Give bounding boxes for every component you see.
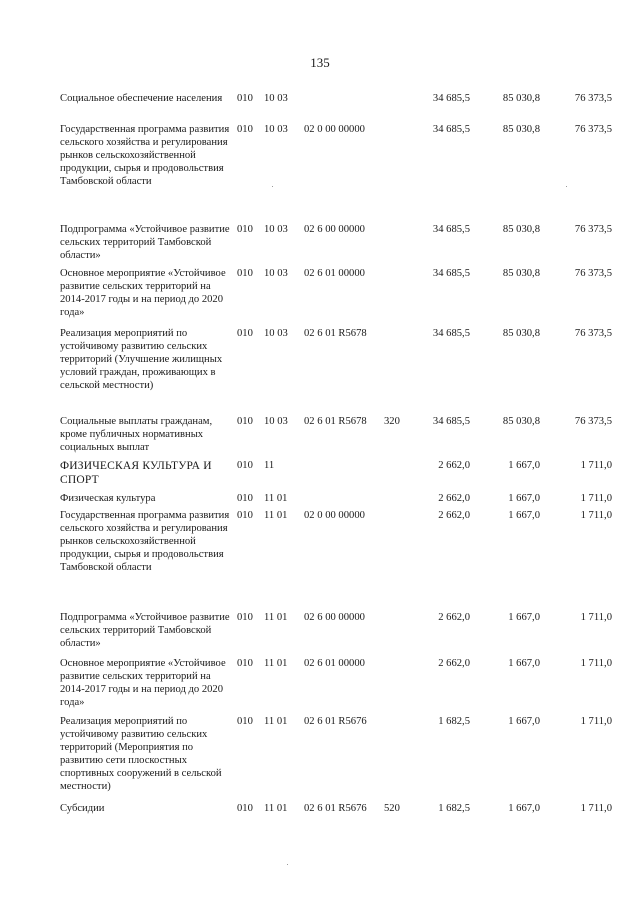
row-amount-1: 34 685,5 bbox=[432, 328, 470, 339]
row-name: Социальные выплаты гражданам, кроме публичных нормативных социальных выплат bbox=[60, 416, 213, 453]
row-amount-3: 76 373,5 bbox=[574, 268, 612, 279]
row-target-code: 02 6 00 00000 bbox=[304, 224, 365, 235]
row-amount-3: 1 711,0 bbox=[580, 460, 612, 471]
row-ved-code: 010 bbox=[237, 93, 253, 104]
row-amount-1: 1 682,5 bbox=[438, 716, 470, 727]
row-amount-2: 1 667,0 bbox=[508, 612, 540, 623]
row-ved-code: 010 bbox=[237, 328, 253, 339]
row-name: Субсидии bbox=[60, 803, 105, 814]
row-name: Государственная программа развития сельского хозяйства и регулирования рынков сельскохозяйственной продукции, сырья и продовольствия Тамбовской области bbox=[60, 510, 230, 573]
row-name: Государственная программа развития сельского хозяйства и регулирования рынков сельскохозяйственной продукции, сырья и продовольствия Тамбовской области bbox=[60, 124, 230, 187]
row-section-code: 11 01 bbox=[264, 658, 288, 669]
row-target-code: 02 0 00 00000 bbox=[304, 510, 365, 521]
row-section-code: 10 03 bbox=[264, 268, 288, 279]
row-amount-2: 1 667,0 bbox=[508, 716, 540, 727]
row-ved-code: 010 bbox=[237, 460, 253, 471]
row-ved-code: 010 bbox=[237, 416, 253, 427]
row-amount-2: 85 030,8 bbox=[502, 124, 540, 135]
row-name: Основное мероприятие «Устойчивое развитие сельских территорий на 2014-2017 годы и на период до 2020 года» bbox=[60, 658, 226, 708]
row-ved-code: 010 bbox=[237, 493, 253, 504]
row-amount-1: 2 662,0 bbox=[438, 612, 470, 623]
row-target-code: 02 0 00 00000 bbox=[304, 124, 365, 135]
row-name: Реализация мероприятий по устойчивому развитию сельских территорий (Мероприятия по развитию сети плоскостных спортивных сооружений в сельской местности) bbox=[60, 716, 222, 792]
row-amount-3: 1 711,0 bbox=[580, 510, 612, 521]
row-expense-type: 320 bbox=[384, 416, 400, 427]
row-amount-1: 2 662,0 bbox=[438, 493, 470, 504]
row-ved-code: 010 bbox=[237, 716, 253, 727]
row-section-code: 11 01 bbox=[264, 612, 288, 623]
row-name: Подпрограмма «Устойчивое развитие сельских территорий Тамбовской области» bbox=[60, 612, 230, 649]
row-amount-1: 2 662,0 bbox=[438, 460, 470, 471]
row-amount-2: 85 030,8 bbox=[502, 93, 540, 104]
row-amount-1: 2 662,0 bbox=[438, 658, 470, 669]
row-ved-code: 010 bbox=[237, 510, 253, 521]
row-target-code: 02 6 00 00000 bbox=[304, 612, 365, 623]
row-amount-2: 1 667,0 bbox=[508, 510, 540, 521]
row-section-code: 11 bbox=[264, 460, 275, 471]
scan-speck bbox=[272, 186, 273, 187]
row-target-code: 02 6 01 R5678 bbox=[304, 416, 367, 427]
row-ved-code: 010 bbox=[237, 658, 253, 669]
page-number: 135 bbox=[310, 55, 330, 70]
row-amount-3: 76 373,5 bbox=[574, 93, 612, 104]
row-amount-2: 1 667,0 bbox=[508, 493, 540, 504]
row-target-code: 02 6 01 R5676 bbox=[304, 803, 367, 814]
row-amount-1: 34 685,5 bbox=[432, 93, 470, 104]
row-amount-1: 34 685,5 bbox=[432, 268, 470, 279]
row-section-code: 10 03 bbox=[264, 328, 288, 339]
row-amount-2: 85 030,8 bbox=[502, 224, 540, 235]
row-ved-code: 010 bbox=[237, 612, 253, 623]
row-section-code: 10 03 bbox=[264, 93, 288, 104]
row-expense-type: 520 bbox=[384, 803, 400, 814]
row-amount-1: 34 685,5 bbox=[432, 224, 470, 235]
row-target-code: 02 6 01 00000 bbox=[304, 268, 365, 279]
row-ved-code: 010 bbox=[237, 803, 253, 814]
row-name: ФИЗИЧЕСКАЯ КУЛЬТУРА И СПОРТ bbox=[60, 460, 212, 486]
row-amount-1: 1 682,5 bbox=[438, 803, 470, 814]
row-section-code: 10 03 bbox=[264, 416, 288, 427]
row-ved-code: 010 bbox=[237, 268, 253, 279]
row-amount-1: 34 685,5 bbox=[432, 124, 470, 135]
row-ved-code: 010 bbox=[237, 124, 253, 135]
scan-speck bbox=[287, 864, 288, 865]
row-amount-3: 1 711,0 bbox=[580, 803, 612, 814]
row-amount-3: 76 373,5 bbox=[574, 416, 612, 427]
row-amount-3: 1 711,0 bbox=[580, 612, 612, 623]
row-name: Подпрограмма «Устойчивое развитие сельских территорий Тамбовской области» bbox=[60, 224, 230, 261]
row-amount-3: 76 373,5 bbox=[574, 224, 612, 235]
row-name: Основное мероприятие «Устойчивое развитие сельских территорий на 2014-2017 годы и на период до 2020 года» bbox=[60, 268, 226, 318]
row-amount-1: 2 662,0 bbox=[438, 510, 470, 521]
row-section-code: 11 01 bbox=[264, 803, 288, 814]
row-amount-2: 1 667,0 bbox=[508, 803, 540, 814]
row-amount-2: 1 667,0 bbox=[508, 460, 540, 471]
row-amount-3: 76 373,5 bbox=[574, 124, 612, 135]
row-amount-3: 1 711,0 bbox=[580, 658, 612, 669]
row-name: Социальное обеспечение населения bbox=[60, 93, 223, 104]
row-amount-2: 85 030,8 bbox=[502, 328, 540, 339]
row-name: Реализация мероприятий по устойчивому развитию сельских территорий (Улучшение жилищных условий граждан, проживающих в сельской местности) bbox=[60, 328, 223, 391]
row-amount-3: 1 711,0 bbox=[580, 493, 612, 504]
row-amount-2: 1 667,0 bbox=[508, 658, 540, 669]
row-section-code: 11 01 bbox=[264, 493, 288, 504]
row-amount-3: 76 373,5 bbox=[574, 328, 612, 339]
row-target-code: 02 6 01 00000 bbox=[304, 658, 365, 669]
row-section-code: 10 03 bbox=[264, 124, 288, 135]
row-amount-1: 34 685,5 bbox=[432, 416, 470, 427]
row-target-code: 02 6 01 R5676 bbox=[304, 716, 367, 727]
row-ved-code: 010 bbox=[237, 224, 253, 235]
row-section-code: 11 01 bbox=[264, 716, 288, 727]
row-section-code: 10 03 bbox=[264, 224, 288, 235]
row-amount-2: 85 030,8 bbox=[502, 416, 540, 427]
row-target-code: 02 6 01 R5678 bbox=[304, 328, 367, 339]
row-amount-3: 1 711,0 bbox=[580, 716, 612, 727]
scan-speck bbox=[566, 186, 567, 187]
row-section-code: 11 01 bbox=[264, 510, 288, 521]
row-name: Физическая культура bbox=[60, 493, 156, 504]
row-amount-2: 85 030,8 bbox=[502, 268, 540, 279]
